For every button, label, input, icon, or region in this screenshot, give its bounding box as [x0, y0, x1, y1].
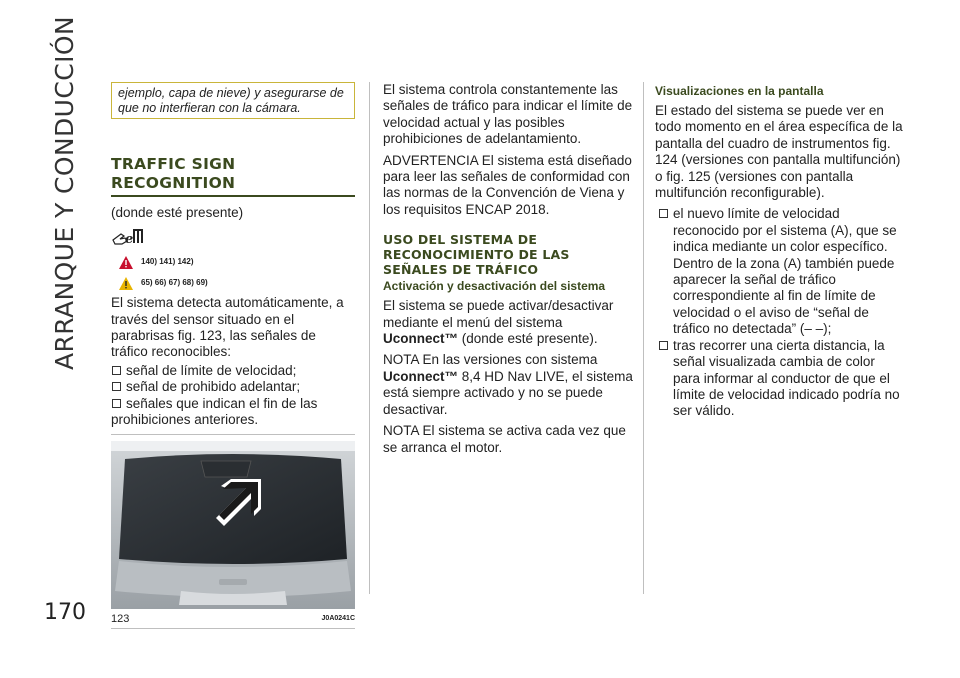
list-item	[655, 338, 905, 420]
list-item	[111, 396, 355, 412]
uconnect-hand-icon	[111, 226, 355, 248]
checkbox-bullet-icon	[112, 366, 121, 375]
subsection-heading	[383, 232, 633, 277]
list-item-text: tras recorrer una cierta distancia, la señal visualizada cambia de color para informar al conductor de que el límite de velocidad indicado podría no ser válido.	[673, 337, 900, 419]
paragraph: NOTA El sistema se activa cada vez que se arranca el motor.	[383, 423, 626, 455]
page-number: 170	[44, 600, 86, 625]
subsection-heading-line: RECONOCIMIENTO DE LAS	[383, 247, 570, 263]
paragraph	[383, 352, 633, 418]
text-run: El sistema se puede activar/desactivar mediante el menú del sistema	[383, 298, 614, 330]
refs-yellow-text: 65) 66) 67) 68) 69)	[141, 277, 208, 287]
list-item-text: señales que indican el fin de las	[126, 395, 318, 411]
column-2	[383, 82, 633, 461]
heading-line-1: TRAFFIC SIGN	[111, 155, 236, 173]
text-run: (donde esté presente).	[458, 331, 598, 347]
subsection-heading-line: USO DEL SISTEMA DE	[383, 232, 538, 248]
heading-line-2: RECOGNITION	[111, 174, 236, 192]
note-box	[111, 82, 355, 119]
warning-triangle-yellow-icon	[119, 277, 133, 290]
refs-red-text: 140) 141) 142)	[141, 257, 194, 267]
list-item	[111, 363, 355, 379]
minor-heading: Activación y desactivación del sistema	[383, 279, 606, 294]
column-divider	[643, 82, 644, 594]
figure-code: J0A0241C	[321, 615, 355, 623]
availability-text: (donde esté presente)	[111, 205, 244, 220]
text-run: 8,4 HD Nav LIVE, el sistema está siempre activado y no se puede desactivar.	[383, 368, 633, 417]
column-divider	[369, 82, 370, 594]
brand-name: Uconnect™	[383, 368, 459, 384]
heading-rule	[111, 195, 355, 197]
checkbox-bullet-icon	[659, 341, 668, 350]
warning-triangle-red-icon	[119, 256, 133, 269]
paragraph: El sistema controla constantemente las señales de tráfico para indicar el límite de velocidad actual y las posibles prohibiciones de adelantamiento.	[383, 82, 633, 147]
safety-refs-yellow	[119, 275, 355, 291]
figure-top-rule	[111, 434, 355, 435]
windshield-figure	[111, 441, 355, 609]
note-text: ejemplo, capa de nieve) y asegurarse de que no interfieran con la cámara.	[118, 86, 344, 115]
minor-heading: Visualizaciones en la pantalla	[655, 84, 824, 98]
chapter-title-text: ARRANQUE Y CONDUCCIÓN	[50, 15, 79, 370]
list-item	[111, 379, 355, 395]
svg-text:e: e	[125, 232, 134, 248]
list-item-text: el nuevo límite de velocidad reconocido por el sistema (A), que se indica mediante un color específico. Dentro de la zona (A) también puede aparecer la señal de tráfico correspondiente al fin de límite de velocidad o el aviso de “señal de tráfico no detectada” (– –);	[673, 206, 897, 337]
paragraph: ADVERTENCIA El sistema está diseñado para leer las señales de conformidad con las normas de la Convención de Viena y los requisitos ENCAP 2018.	[383, 152, 632, 217]
figure-bottom-rule	[111, 628, 355, 629]
text-run: NOTA En las versiones con sistema	[383, 352, 598, 368]
column-3	[655, 82, 905, 420]
list-item	[655, 206, 905, 337]
checkbox-bullet-icon	[112, 399, 121, 408]
paragraph	[383, 298, 633, 347]
paragraph: El estado del sistema se puede ver en todo momento en el área específica de la pantalla del cuadro de instrumentos fig. 124 (versiones con pantalla multifunción) o fig. 125 (versiones con pantalla multifunción reconfigurable).	[655, 103, 903, 201]
list-item-text: señal de prohibido adelantar;	[126, 379, 301, 395]
list-item-text: señal de límite de velocidad;	[126, 362, 297, 378]
safety-refs-red	[119, 254, 355, 270]
figure-number: 123	[111, 613, 130, 626]
section-heading	[111, 155, 355, 193]
list-item-continuation: prohibiciones anteriores.	[111, 412, 259, 428]
checkbox-bullet-icon	[112, 382, 121, 391]
checkbox-bullet-icon	[659, 209, 668, 218]
brand-name: Uconnect™	[383, 331, 459, 347]
column-1	[111, 82, 355, 629]
intro-paragraph: El sistema detecta automáticamente, a través del sensor situado en el parabrisas fig. 123, las señales de tráfico reconocibles:	[111, 295, 344, 360]
figure-caption	[111, 611, 355, 627]
subsection-heading-line: SEÑALES DE TRÁFICO	[383, 262, 539, 278]
